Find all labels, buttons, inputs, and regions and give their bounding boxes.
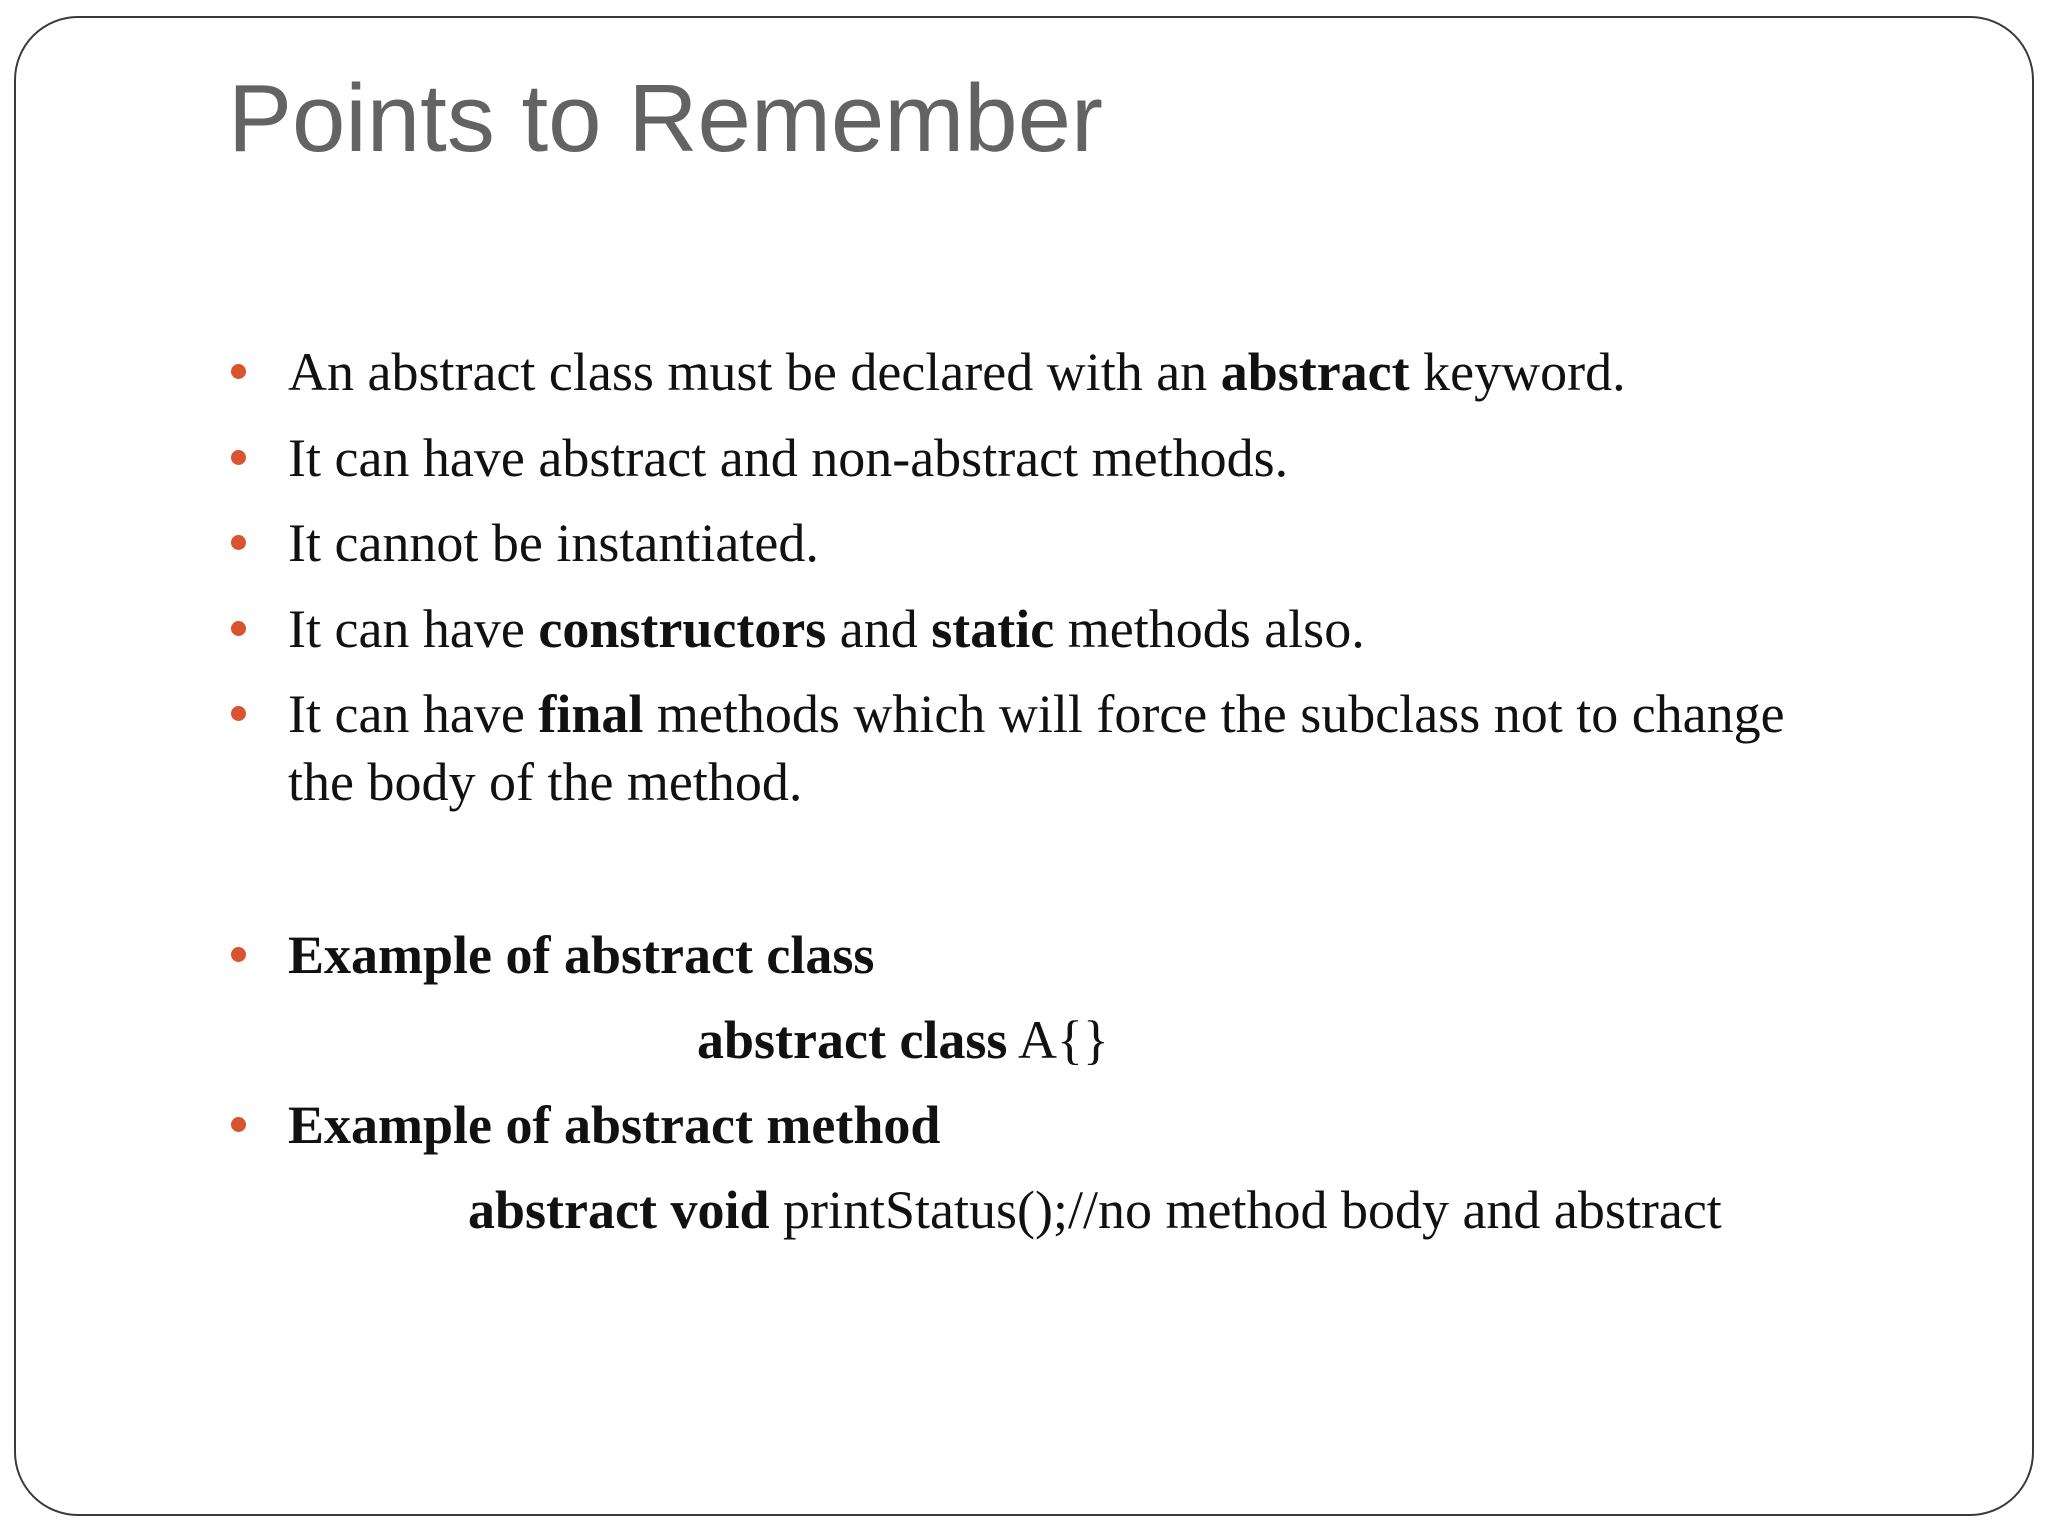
- bullet-dot: [231, 364, 246, 379]
- keyword-final: final: [538, 684, 644, 744]
- bullet-item-constructors: [288, 595, 1365, 663]
- bullet-text: An abstract class must be declared with an: [288, 342, 1221, 402]
- bullet-item-methods: [288, 424, 1288, 492]
- example-heading: Example of abstract class: [288, 925, 875, 985]
- bullet-dot: [231, 706, 246, 721]
- code-keyword: abstract void: [468, 1180, 770, 1240]
- bullet-text: and: [826, 599, 932, 659]
- bullet-text: It cannot be instantiated.: [288, 513, 819, 573]
- bullet-text: the body of the method.: [288, 752, 803, 812]
- example-abstract-class-code: [697, 1006, 1109, 1074]
- example-abstract-class-heading: [288, 921, 874, 989]
- bullet-text: methods also.: [1054, 599, 1365, 659]
- bullet-dot: [231, 621, 246, 636]
- keyword-abstract: abstract: [1220, 342, 1410, 402]
- keyword-static: static: [931, 599, 1055, 659]
- bullet-dot: [231, 450, 246, 465]
- code-text: A{}: [1007, 1010, 1109, 1070]
- example-abstract-method-heading: [288, 1091, 940, 1159]
- bullet-text: keyword.: [1409, 342, 1626, 402]
- slide-title: Points to Remember: [228, 65, 1104, 172]
- bullet-text: It can have: [288, 684, 539, 744]
- bullet-dot: [231, 535, 246, 550]
- bullet-text: It can have: [288, 599, 539, 659]
- keyword-constructors: constructors: [538, 599, 827, 659]
- bullet-text: It can have abstract and non-abstract methods.: [288, 428, 1289, 488]
- code-text: printStatus();//no method body and abstract: [769, 1180, 1722, 1240]
- bullet-dot: [231, 947, 246, 962]
- bullet-item-instantiated: [288, 509, 819, 577]
- bullet-item-final: [288, 680, 1785, 748]
- example-abstract-method-code: [468, 1176, 1722, 1244]
- bullet-item-final-continuation: [288, 748, 802, 816]
- bullet-item-abstract-keyword: [288, 338, 1626, 406]
- code-keyword: abstract class: [697, 1010, 1008, 1070]
- bullet-dot: [231, 1117, 246, 1132]
- example-heading: Example of abstract method: [288, 1095, 941, 1155]
- bullet-text: methods which will force the subclass not to change: [643, 684, 1785, 744]
